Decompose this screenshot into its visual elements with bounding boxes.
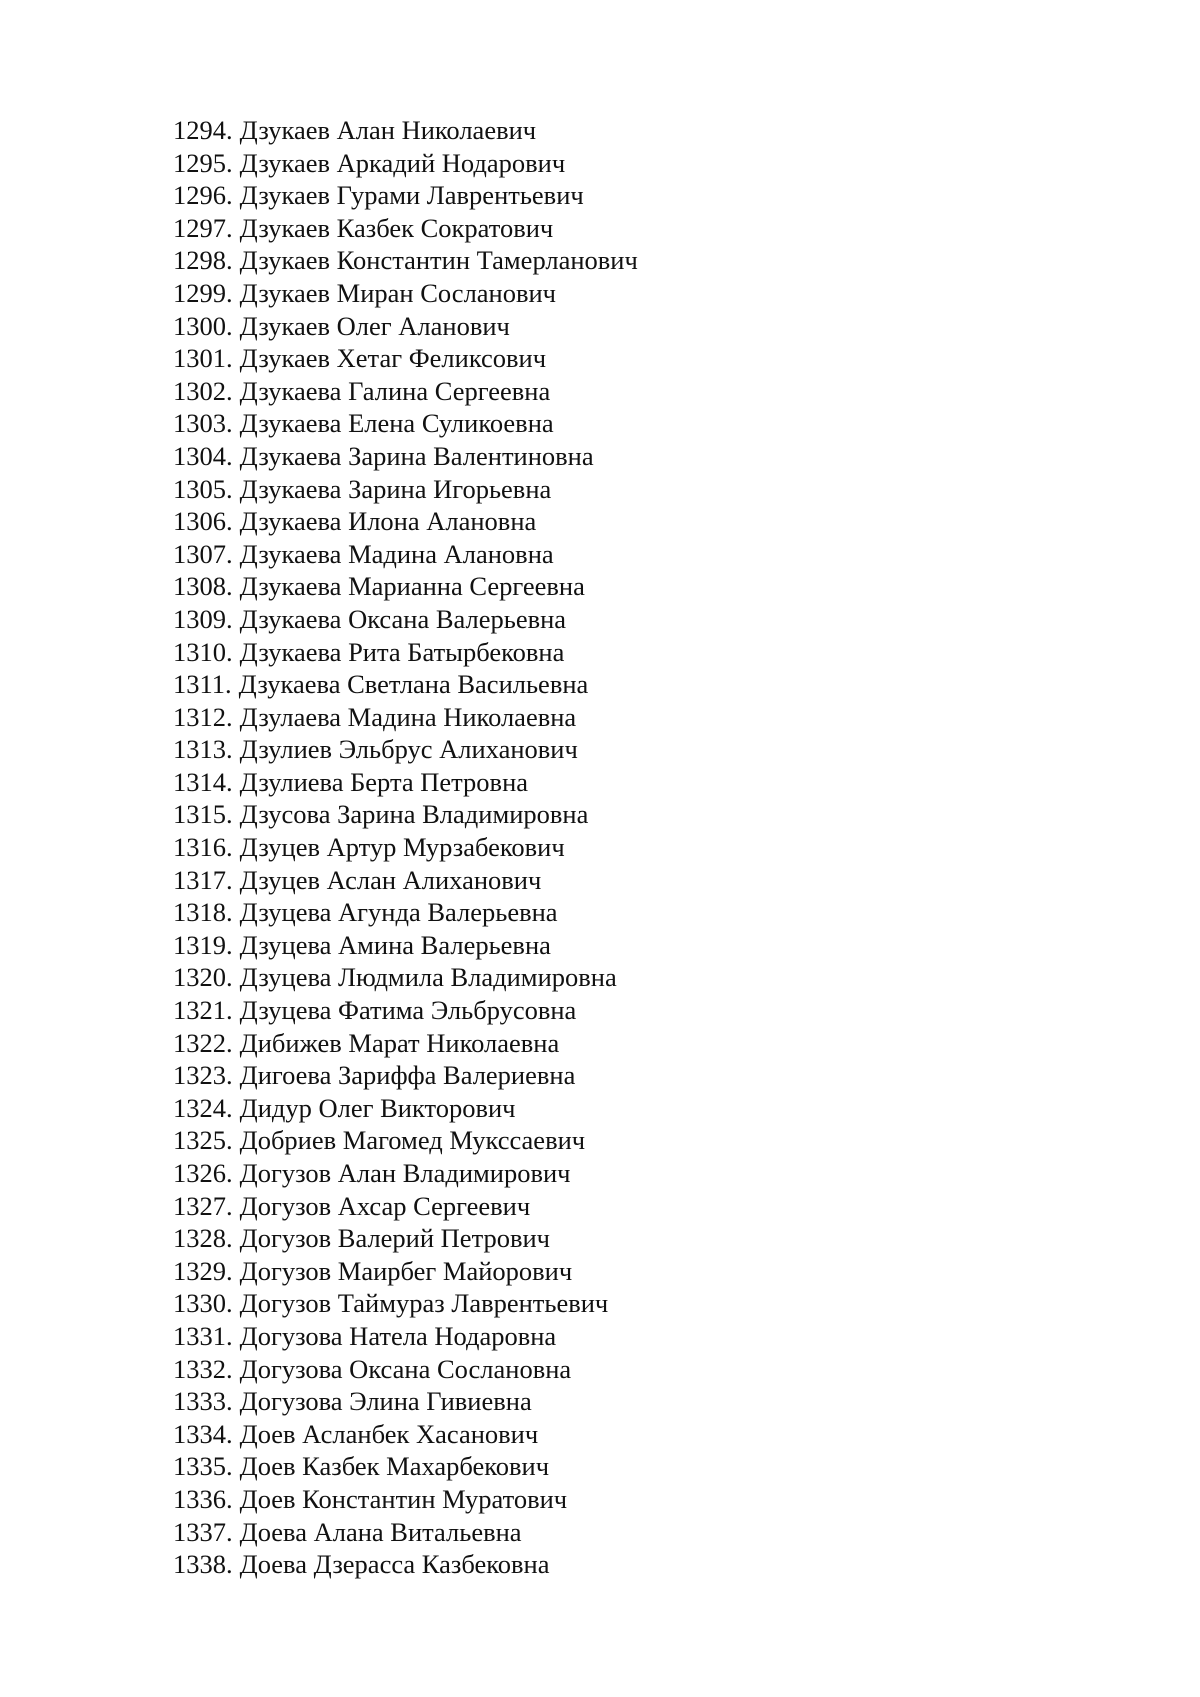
list-item	[173, 1385, 638, 1418]
list-item	[173, 701, 638, 734]
entry-number: 1334.	[173, 1418, 233, 1449]
list-item	[173, 831, 638, 864]
entry-full-name: Доев Асланбек Хасанович	[239, 1418, 539, 1449]
list-item	[173, 896, 638, 929]
list-item	[173, 570, 638, 603]
list-item	[173, 766, 638, 799]
entry-full-name: Дзусова Зарина Владимировна	[239, 799, 589, 830]
entry-full-name: Дзукаев Аркадий Нодарович	[239, 147, 566, 178]
entry-full-name: Догузов Ахсар Сергеевич	[239, 1190, 531, 1221]
entry-full-name: Дзукаев Алан Николаевич	[239, 115, 537, 145]
entry-full-name: Доева Дзерасса Казбековна	[239, 1549, 550, 1580]
entry-full-name: Дзукаева Зарина Игорьевна	[239, 473, 552, 504]
entry-number: 1299.	[173, 277, 233, 308]
entry-number: 1321.	[173, 995, 233, 1026]
list-item	[173, 212, 638, 245]
entry-number: 1307.	[173, 538, 233, 569]
entry-full-name: Дзуцева Людмила Владимировна	[239, 962, 617, 993]
name-list	[173, 114, 638, 1581]
list-item	[173, 440, 638, 473]
entry-full-name: Дзулиева Берта Петровна	[239, 766, 529, 797]
entry-full-name: Дзуцев Аслан Алиханович	[239, 864, 542, 895]
entry-number: 1322.	[173, 1027, 233, 1058]
entry-full-name: Дзулаева Мадина Николаевна	[239, 701, 577, 732]
entry-number: 1310.	[173, 636, 233, 667]
entry-full-name: Дзукаева Зарина Валентиновна	[239, 440, 594, 471]
list-item	[173, 114, 638, 147]
list-item	[173, 1092, 638, 1125]
entry-full-name: Дзукаева Елена Суликоевна	[239, 408, 554, 439]
entry-full-name: Дзукаева Илона Алановна	[239, 506, 537, 537]
entry-full-name: Дибижев Марат Николаевна	[239, 1027, 560, 1058]
entry-number: 1304.	[173, 440, 233, 471]
list-item	[173, 1059, 638, 1092]
entry-full-name: Дзуцев Артур Мурзабекович	[239, 832, 565, 863]
entry-number: 1331.	[173, 1320, 233, 1351]
entry-number: 1323.	[173, 1060, 233, 1091]
entry-full-name: Дзукаев Гурами Лаврентьевич	[239, 180, 584, 211]
list-item	[173, 147, 638, 180]
entry-number: 1298.	[173, 245, 233, 276]
list-item	[173, 733, 638, 766]
list-item	[173, 538, 638, 571]
entry-number: 1313.	[173, 734, 233, 765]
entry-number: 1305.	[173, 473, 233, 504]
entry-number: 1312.	[173, 701, 233, 732]
list-item	[173, 603, 638, 636]
entry-number: 1329.	[173, 1255, 233, 1286]
entry-full-name: Доева Алана Витальевна	[239, 1516, 522, 1547]
entry-number: 1327.	[173, 1190, 233, 1221]
entry-full-name: Догузова Элина Гивиевна	[239, 1386, 532, 1417]
list-item	[173, 961, 638, 994]
entry-number: 1318.	[173, 897, 233, 928]
entry-number: 1308.	[173, 571, 233, 602]
list-item	[173, 1548, 638, 1581]
entry-number: 1335.	[173, 1451, 233, 1482]
entry-number: 1294.	[173, 115, 233, 145]
list-item	[173, 994, 638, 1027]
list-item	[173, 929, 638, 962]
entry-full-name: Дигоева Зариффа Валериевна	[239, 1060, 576, 1091]
list-item	[173, 473, 638, 506]
entry-number: 1297.	[173, 212, 233, 243]
entry-number: 1316.	[173, 832, 233, 863]
entry-full-name: Дидур Олег Викторович	[239, 1092, 516, 1123]
list-item	[173, 310, 638, 343]
entry-number: 1301.	[173, 343, 233, 374]
entry-number: 1295.	[173, 147, 233, 178]
entry-full-name: Догузова Натела Нодаровна	[239, 1320, 557, 1351]
entry-full-name: Дзукаева Оксана Валерьевна	[239, 603, 567, 634]
entry-number: 1317.	[173, 864, 233, 895]
entry-number: 1328.	[173, 1223, 233, 1254]
list-item	[173, 798, 638, 831]
list-item	[173, 342, 638, 375]
entry-number: 1296.	[173, 180, 233, 211]
entry-full-name: Дзукаева Светлана Васильевна	[238, 669, 589, 700]
entry-full-name: Догузов Таймураз Лаврентьевич	[239, 1288, 609, 1319]
entry-full-name: Догузов Маирбег Майорович	[239, 1255, 573, 1286]
list-item	[173, 244, 638, 277]
list-item	[173, 1190, 638, 1223]
list-item	[173, 1450, 638, 1483]
entry-full-name: Догузов Алан Владимирович	[239, 1158, 571, 1188]
entry-number: 1315.	[173, 799, 233, 830]
list-item	[173, 1255, 638, 1288]
entry-full-name: Дзукаева Галина Сергеевна	[239, 375, 551, 406]
entry-full-name: Дзукаева Мадина Алановна	[239, 538, 554, 569]
entry-number: 1303.	[173, 408, 233, 439]
entry-number: 1338.	[173, 1549, 233, 1580]
entry-full-name: Дзукаев Константин Тамерланович	[239, 245, 638, 276]
list-item	[173, 277, 638, 310]
list-item	[173, 1353, 638, 1386]
entry-number: 1306.	[173, 506, 233, 537]
list-item	[173, 864, 638, 897]
list-item	[173, 407, 638, 440]
entry-number: 1325.	[173, 1125, 233, 1156]
entry-number: 1336.	[173, 1483, 233, 1514]
list-item	[173, 375, 638, 408]
entry-full-name: Дзулиев Эльбрус Алиханович	[239, 734, 578, 765]
entry-number: 1324.	[173, 1092, 233, 1123]
entry-number: 1337.	[173, 1516, 233, 1547]
list-item	[173, 505, 638, 538]
entry-number: 1319.	[173, 929, 233, 960]
entry-full-name: Догузов Валерий Петрович	[239, 1223, 550, 1254]
entry-full-name: Доев Казбек Махарбекович	[239, 1451, 550, 1482]
entry-number: 1302.	[173, 375, 233, 406]
list-item	[173, 1418, 638, 1451]
list-item	[173, 636, 638, 669]
entry-full-name: Дзукаев Казбек Сократович	[239, 212, 554, 243]
entry-full-name: Дзуцева Амина Валерьевна	[239, 929, 551, 960]
entry-number: 1326.	[173, 1158, 233, 1188]
list-item	[173, 1027, 638, 1060]
list-item	[173, 1287, 638, 1320]
entry-number: 1330.	[173, 1288, 233, 1319]
list-item	[173, 1157, 638, 1190]
list-item	[173, 179, 638, 212]
entry-full-name: Добриев Магомед Мукссаевич	[239, 1125, 586, 1156]
entry-full-name: Дзукаев Миран Сосланович	[239, 277, 557, 308]
list-item	[173, 1516, 638, 1549]
entry-full-name: Дзукаева Марианна Сергеевна	[239, 571, 585, 602]
entry-full-name: Дзукаева Рита Батырбековна	[239, 636, 565, 667]
entry-full-name: Дзукаев Хетаг Феликсович	[239, 343, 547, 374]
list-item	[173, 1124, 638, 1157]
entry-number: 1332.	[173, 1353, 233, 1384]
entry-number: 1333.	[173, 1386, 233, 1417]
list-item	[173, 668, 638, 701]
entry-number: 1300.	[173, 310, 233, 341]
list-item	[173, 1320, 638, 1353]
entry-full-name: Дзуцева Агунда Валерьевна	[239, 897, 558, 928]
entry-full-name: Догузова Оксана Сослановна	[239, 1353, 572, 1384]
entry-number: 1311.	[173, 669, 232, 700]
entry-full-name: Доев Константин Муратович	[239, 1483, 568, 1514]
entry-number: 1320.	[173, 962, 233, 993]
entry-full-name: Дзуцева Фатима Эльбрусовна	[239, 995, 577, 1026]
list-item	[173, 1483, 638, 1516]
entry-number: 1309.	[173, 603, 233, 634]
entry-full-name: Дзукаев Олег Аланович	[239, 310, 510, 341]
entry-number: 1314.	[173, 766, 233, 797]
list-item	[173, 1222, 638, 1255]
